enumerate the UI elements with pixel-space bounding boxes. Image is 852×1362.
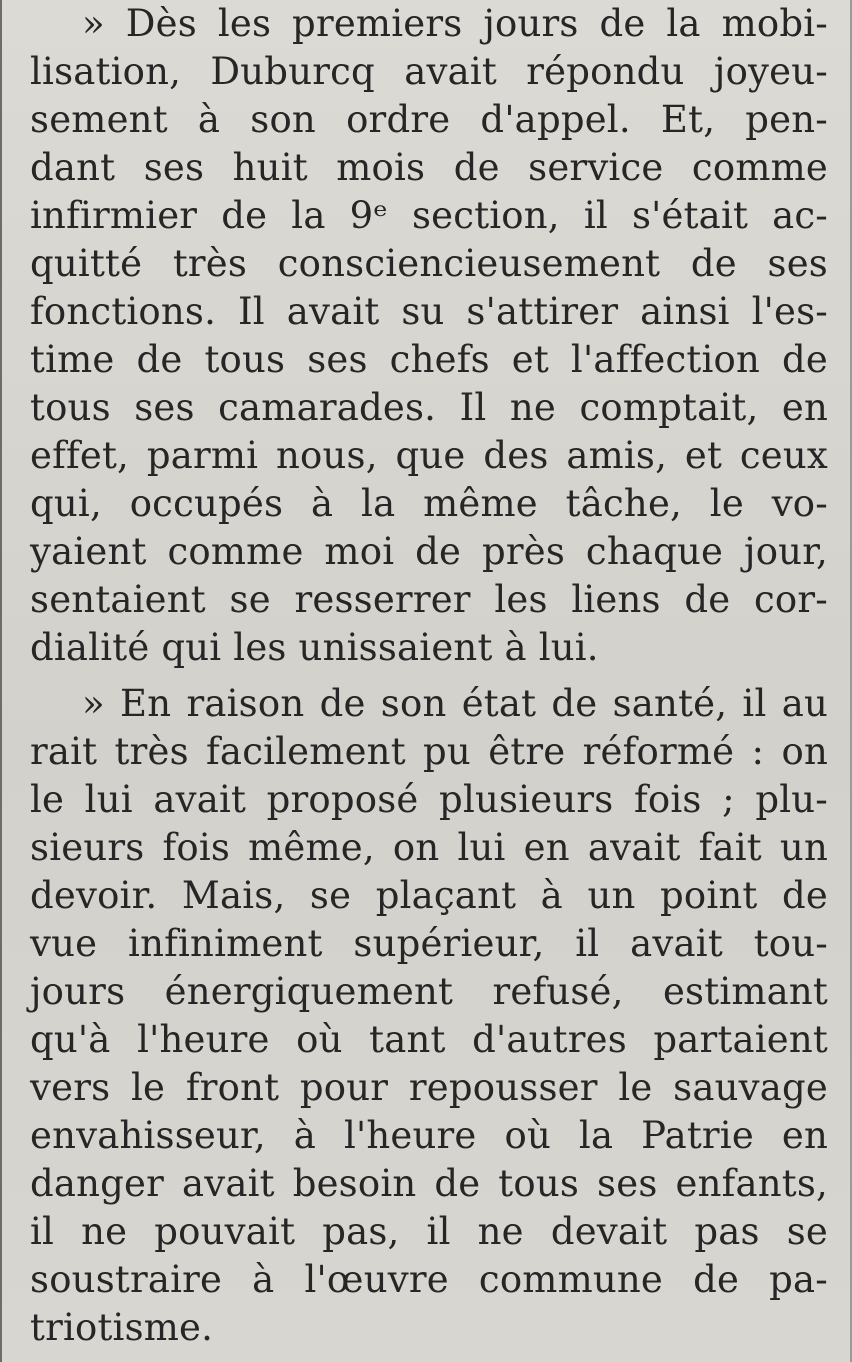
text-line: danger avait besoin de tous ses enfants, [30,1162,828,1205]
text-line: qu'à l'heure où tant d'autres partaient [30,1018,828,1061]
text-line: devoir. Mais, se plaçant à un point de [30,874,828,917]
text-line: il ne pouvait pas, il ne devait pas se [30,1210,828,1253]
text-line: sement à son ordre d'appel. Et, pen- [30,98,828,141]
text-line: vue infiniment supérieur, il avait tou- [30,922,828,965]
text-line: » Dès les premiers jours de la mobi- [82,2,828,45]
text-line: tous ses camarades. Il ne comptait, en [30,386,828,429]
text-line: effet, parmi nous, que des amis, et ceux [30,434,828,477]
text-line: le lui avait proposé plusieurs fois ; plu- [30,778,828,821]
text-line: vers le front pour repousser le sauvage [30,1066,828,1109]
text-line: qui, occupés à la même tâche, le vo- [30,482,828,525]
text-line: sentaient se resserrer les liens de cor- [30,578,828,621]
text-line: infirmier de la 9ᵉ section, il s'était ac- [30,194,828,237]
text-line: yaient comme moi de près chaque jour, [30,530,828,573]
text-line: dant ses huit mois de service comme [30,146,828,189]
text-line: » En raison de son état de santé, il au [82,682,828,725]
text-line: time de tous ses chefs et l'affection de [30,338,828,381]
text-line: triotisme. [30,1306,214,1349]
text-line: envahisseur, à l'heure où la Patrie en [30,1114,828,1157]
text-line: quitté très consciencieusement de ses [30,242,828,285]
text-line: fonctions. Il avait su s'attirer ainsi l'es- [30,290,828,333]
text-line: lisation, Duburcq avait répondu joyeu- [30,50,828,93]
text-line: sieurs fois même, on lui en avait fait un [30,826,828,869]
text-line: dialité qui les unissaient à lui. [30,626,599,669]
text-line: jours énergiquement refusé, estimant [30,970,828,1013]
text-line: rait très facilement pu être réformé : on [30,730,828,773]
text-line: soustraire à l'œuvre commune de pa- [30,1258,828,1301]
